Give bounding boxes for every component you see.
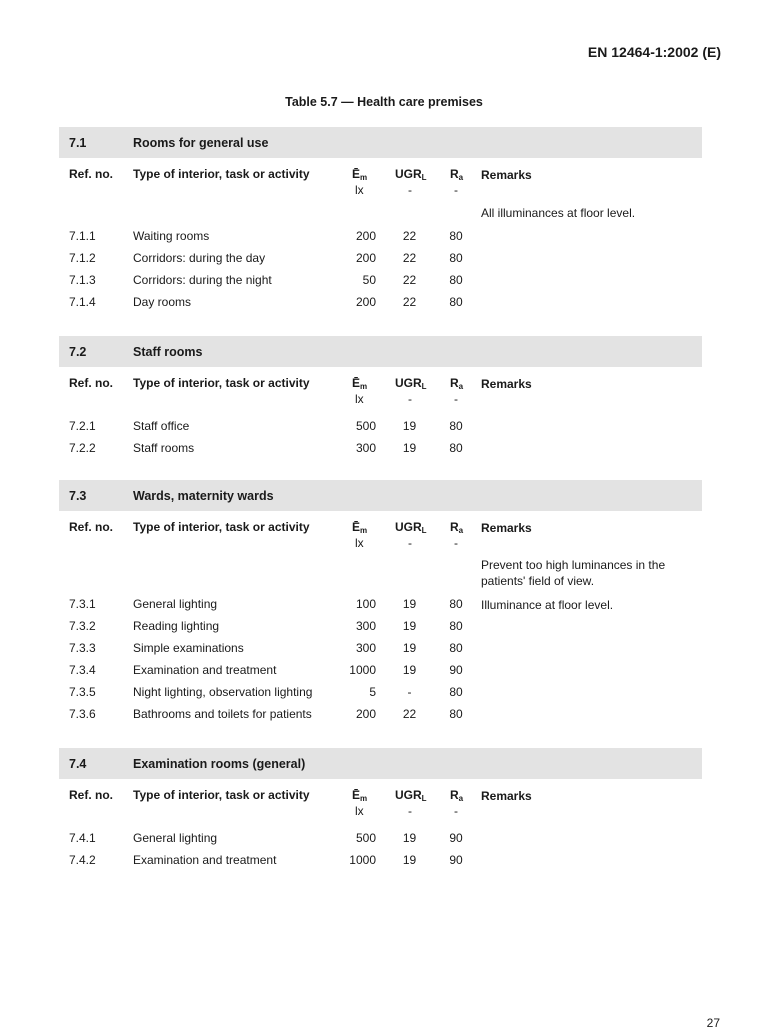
col-ra-symbol: R: [450, 376, 459, 390]
section-7-3: [59, 480, 702, 725]
row-type: Examination and treatment: [133, 853, 277, 867]
row-em: 1000: [349, 663, 376, 677]
col-ra-sub: a: [458, 794, 464, 803]
col-em: [352, 167, 367, 182]
row-type: General lighting: [133, 831, 218, 845]
row-ref: 7.3.6: [69, 707, 96, 721]
row-ra: 80: [449, 685, 463, 699]
col-em-sub: m: [360, 382, 368, 391]
col-em: [352, 788, 367, 803]
col-ugr-sub: L: [421, 526, 427, 535]
col-ra-symbol: R: [450, 520, 459, 534]
row-em: 200: [355, 229, 376, 243]
col-em-sub: m: [360, 794, 368, 803]
section-name: Examination rooms (general): [133, 757, 306, 771]
row-ugr: 22: [402, 707, 417, 721]
section-7-2: [59, 336, 702, 459]
col-ref: Ref. no.: [69, 167, 113, 181]
table-row: [59, 247, 702, 269]
row-ra: 90: [449, 663, 463, 677]
table-row: [59, 291, 702, 313]
col-ugr: [395, 520, 427, 535]
general-remark: Prevent too high luminances in the patients' field of view.: [481, 558, 666, 588]
row-ugr: 19: [402, 619, 417, 633]
row-type: Waiting rooms: [133, 229, 210, 243]
col-ugr: [395, 788, 427, 803]
col-ugr-sub: L: [421, 382, 427, 391]
col-em-symbol: Ē: [352, 376, 361, 390]
row-ugr: 22: [402, 273, 417, 287]
column-header-row: [59, 511, 702, 549]
col-ugr-unit: -: [408, 536, 412, 550]
row-type: Staff office: [133, 419, 190, 433]
col-ugr-sub: L: [421, 794, 427, 803]
row-em: 200: [355, 707, 376, 721]
col-em-unit: lx: [355, 183, 364, 197]
column-header-row: [59, 367, 702, 405]
row-em: 200: [355, 251, 376, 265]
col-remarks: Remarks: [481, 789, 532, 803]
section-header: [59, 748, 702, 779]
section-7-4: [59, 748, 702, 871]
table-title: Table 5.7 — Health care premises: [285, 95, 483, 109]
col-type: Type of interior, task or activity: [133, 520, 310, 534]
section-name: Staff rooms: [133, 345, 203, 359]
table-row: [59, 703, 702, 725]
col-remarks: Remarks: [481, 377, 532, 391]
row-type: General lighting: [133, 597, 218, 611]
section-name: Wards, maternity wards: [133, 489, 274, 503]
col-remarks: Remarks: [481, 168, 532, 182]
table-row: [59, 415, 702, 437]
row-em: 5: [369, 685, 376, 699]
row-ugr: 19: [402, 597, 417, 611]
row-ugr: 19: [402, 663, 417, 677]
row-ref: 7.3.5: [69, 685, 96, 699]
row-ugr: -: [407, 685, 412, 699]
row-ref: 7.3.3: [69, 641, 96, 655]
row-ra: 80: [449, 419, 463, 433]
col-ugr-unit: -: [408, 804, 412, 818]
row-type: Corridors: during the night: [133, 273, 272, 287]
general-remark: All illuminances at floor level.: [481, 206, 636, 220]
table-row: [59, 681, 702, 703]
row-em: 500: [355, 419, 376, 433]
col-em-unit: lx: [355, 392, 364, 406]
column-header-row: [59, 158, 702, 196]
row-ugr: 19: [402, 419, 417, 433]
col-ra-sub: a: [458, 173, 464, 182]
row-type: Night lighting, observation lighting: [133, 685, 313, 699]
row-ref: 7.3.4: [69, 663, 96, 677]
col-ugr: [395, 167, 427, 182]
col-ra-unit: -: [454, 536, 458, 550]
section-number: 7.1: [69, 136, 87, 150]
col-ra: [450, 520, 463, 535]
col-ugr-sub: L: [421, 173, 427, 182]
section-number: 7.3: [69, 489, 87, 503]
row-ugr: 19: [402, 441, 417, 455]
row-type: Day rooms: [133, 295, 192, 309]
table-row: [59, 225, 702, 247]
col-ra-sub: a: [458, 526, 464, 535]
col-ugr-unit: -: [408, 183, 412, 197]
col-em-unit: lx: [355, 536, 364, 550]
section-7-1: [59, 127, 702, 313]
row-ugr: 19: [402, 831, 417, 845]
col-em: [352, 520, 367, 535]
table-row: [59, 637, 702, 659]
row-em: 300: [355, 619, 376, 633]
col-ra-symbol: R: [450, 788, 459, 802]
row-type: Simple examinations: [133, 641, 244, 655]
row-ref: 7.3.1: [69, 597, 96, 611]
row-ugr: 22: [402, 295, 417, 309]
row-ref: 7.1.1: [69, 229, 96, 243]
col-ugr-symbol: UGR: [395, 520, 422, 534]
col-em: [352, 376, 367, 391]
col-ugr-symbol: UGR: [395, 376, 422, 390]
row-ra: 80: [449, 641, 463, 655]
row-ugr: 19: [402, 853, 417, 867]
table-row: [59, 437, 702, 459]
section-header: [59, 336, 702, 367]
col-ra-unit: -: [454, 804, 458, 818]
row-ref: 7.4.1: [69, 831, 96, 845]
row-ref: 7.2.1: [69, 419, 96, 433]
row-ra: 80: [449, 229, 463, 243]
col-remarks: Remarks: [481, 521, 532, 535]
row-ra: 80: [449, 597, 463, 611]
row-ra: 80: [449, 619, 463, 633]
row-ref: 7.1.4: [69, 295, 96, 309]
table-row: [59, 659, 702, 681]
row-type: Bathrooms and toilets for patients: [133, 707, 312, 721]
col-ref: Ref. no.: [69, 788, 113, 802]
row-ref: 7.3.2: [69, 619, 96, 633]
row-em: 300: [355, 641, 376, 655]
section-header: [59, 127, 702, 158]
col-ra: [450, 788, 463, 803]
row-ra: 90: [449, 853, 463, 867]
col-ref: Ref. no.: [69, 376, 113, 390]
column-header-row: [59, 779, 702, 817]
row-em: 50: [362, 273, 376, 287]
col-ugr-unit: -: [408, 392, 412, 406]
row-remark: Illuminance at floor level.: [481, 598, 614, 612]
row-em: 300: [355, 441, 376, 455]
row-ref: 7.4.2: [69, 853, 96, 867]
page-number: 27: [706, 1016, 720, 1030]
table-row: [59, 593, 702, 615]
col-ra: [450, 376, 463, 391]
col-ra: [450, 167, 463, 182]
document-id: EN 12464-1:2002 (E): [587, 44, 721, 60]
row-ra: 80: [449, 441, 463, 455]
row-ugr: 22: [402, 229, 417, 243]
table-row: [59, 849, 702, 871]
row-ref: 7.2.2: [69, 441, 96, 455]
row-type: Corridors: during the day: [133, 251, 266, 265]
row-ra: 80: [449, 251, 463, 265]
col-em-sub: m: [360, 526, 368, 535]
col-ugr-symbol: UGR: [395, 167, 422, 181]
row-em: 1000: [349, 853, 376, 867]
row-ref: 7.1.3: [69, 273, 96, 287]
table-row: [59, 615, 702, 637]
col-em-symbol: Ē: [352, 167, 361, 181]
col-ra-unit: -: [454, 392, 458, 406]
col-em-unit: lx: [355, 804, 364, 818]
row-em: 500: [355, 831, 376, 845]
col-type: Type of interior, task or activity: [133, 167, 310, 181]
section-number: 7.2: [69, 345, 87, 359]
col-ra-symbol: R: [450, 167, 459, 181]
col-type: Type of interior, task or activity: [133, 788, 310, 802]
col-em-symbol: Ē: [352, 520, 361, 534]
col-ref: Ref. no.: [69, 520, 113, 534]
row-ref: 7.1.2: [69, 251, 96, 265]
general-remark-row: [59, 196, 702, 225]
table-row: [59, 827, 702, 849]
row-ra: 80: [449, 273, 463, 287]
section-header: [59, 480, 702, 511]
col-ra-sub: a: [458, 382, 464, 391]
row-ra: 80: [449, 295, 463, 309]
row-ra: 80: [449, 707, 463, 721]
col-ra-unit: -: [454, 183, 458, 197]
col-em-symbol: Ē: [352, 788, 361, 802]
row-type: Staff rooms: [133, 441, 195, 455]
row-ugr: 19: [402, 641, 417, 655]
table-row: [59, 269, 702, 291]
row-ugr: 22: [402, 251, 417, 265]
row-type: Reading lighting: [133, 619, 220, 633]
col-ugr-symbol: UGR: [395, 788, 422, 802]
col-ugr: [395, 376, 427, 391]
row-em: 100: [355, 597, 376, 611]
row-em: 200: [355, 295, 376, 309]
row-type: Examination and treatment: [133, 663, 277, 677]
general-remark-row: [59, 549, 702, 593]
row-ra: 90: [449, 831, 463, 845]
col-em-sub: m: [360, 173, 368, 182]
section-name: Rooms for general use: [133, 136, 269, 150]
col-type: Type of interior, task or activity: [133, 376, 310, 390]
section-number: 7.4: [69, 757, 87, 771]
